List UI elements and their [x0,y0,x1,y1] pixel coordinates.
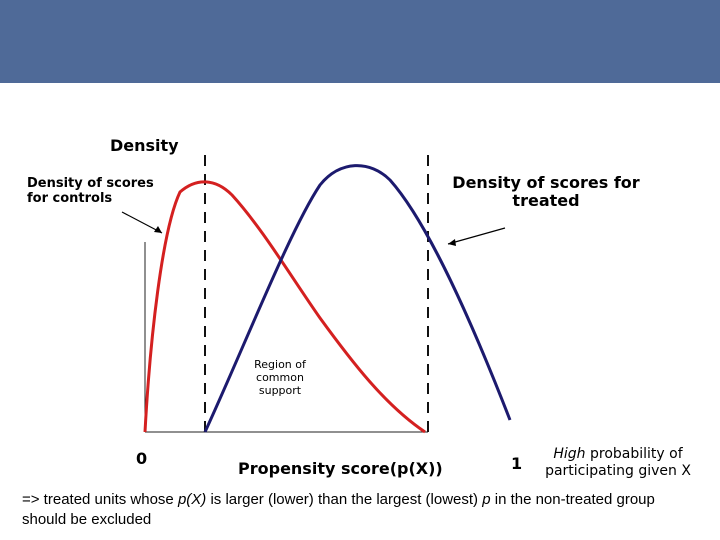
common-support-label [249,358,311,398]
region-label-line2: common [256,371,304,385]
high-word: High [553,446,586,462]
treated-arrowhead [448,239,456,246]
x-axis-label: Propensity score(p(X)) [238,459,443,478]
conclusion-px: p(X) [177,491,207,508]
conclusion-part1: => treated units whose [22,491,178,508]
controls-density-label [27,177,154,207]
high-prob-line2: participating given X [545,462,691,479]
conclusion-part3: in the non-treated group should be excluded [22,491,655,528]
treated-label-line2: treated [512,191,580,211]
x-axis-max-label: 1 [511,454,523,473]
conclusion-text [22,490,702,529]
region-label-line1: Region of [254,358,306,371]
region-label-line3: support [258,384,302,398]
high-prob-rest: probability of [585,446,683,462]
high-probability-note [533,446,703,480]
controls-label-line2: for controls [27,190,113,206]
x-axis-min-label: 0 [136,449,148,468]
controls-label-line1: Density of scores [27,176,154,191]
treated-label-line1: Density of scores for [452,173,640,192]
conclusion-part2: is larger (lower) than the largest (lowest) [206,491,483,508]
y-axis-label: Density [110,136,179,155]
treated-pointer-arrow [448,228,505,244]
conclusion-p: p [482,491,491,508]
treated-density-label [432,174,660,211]
